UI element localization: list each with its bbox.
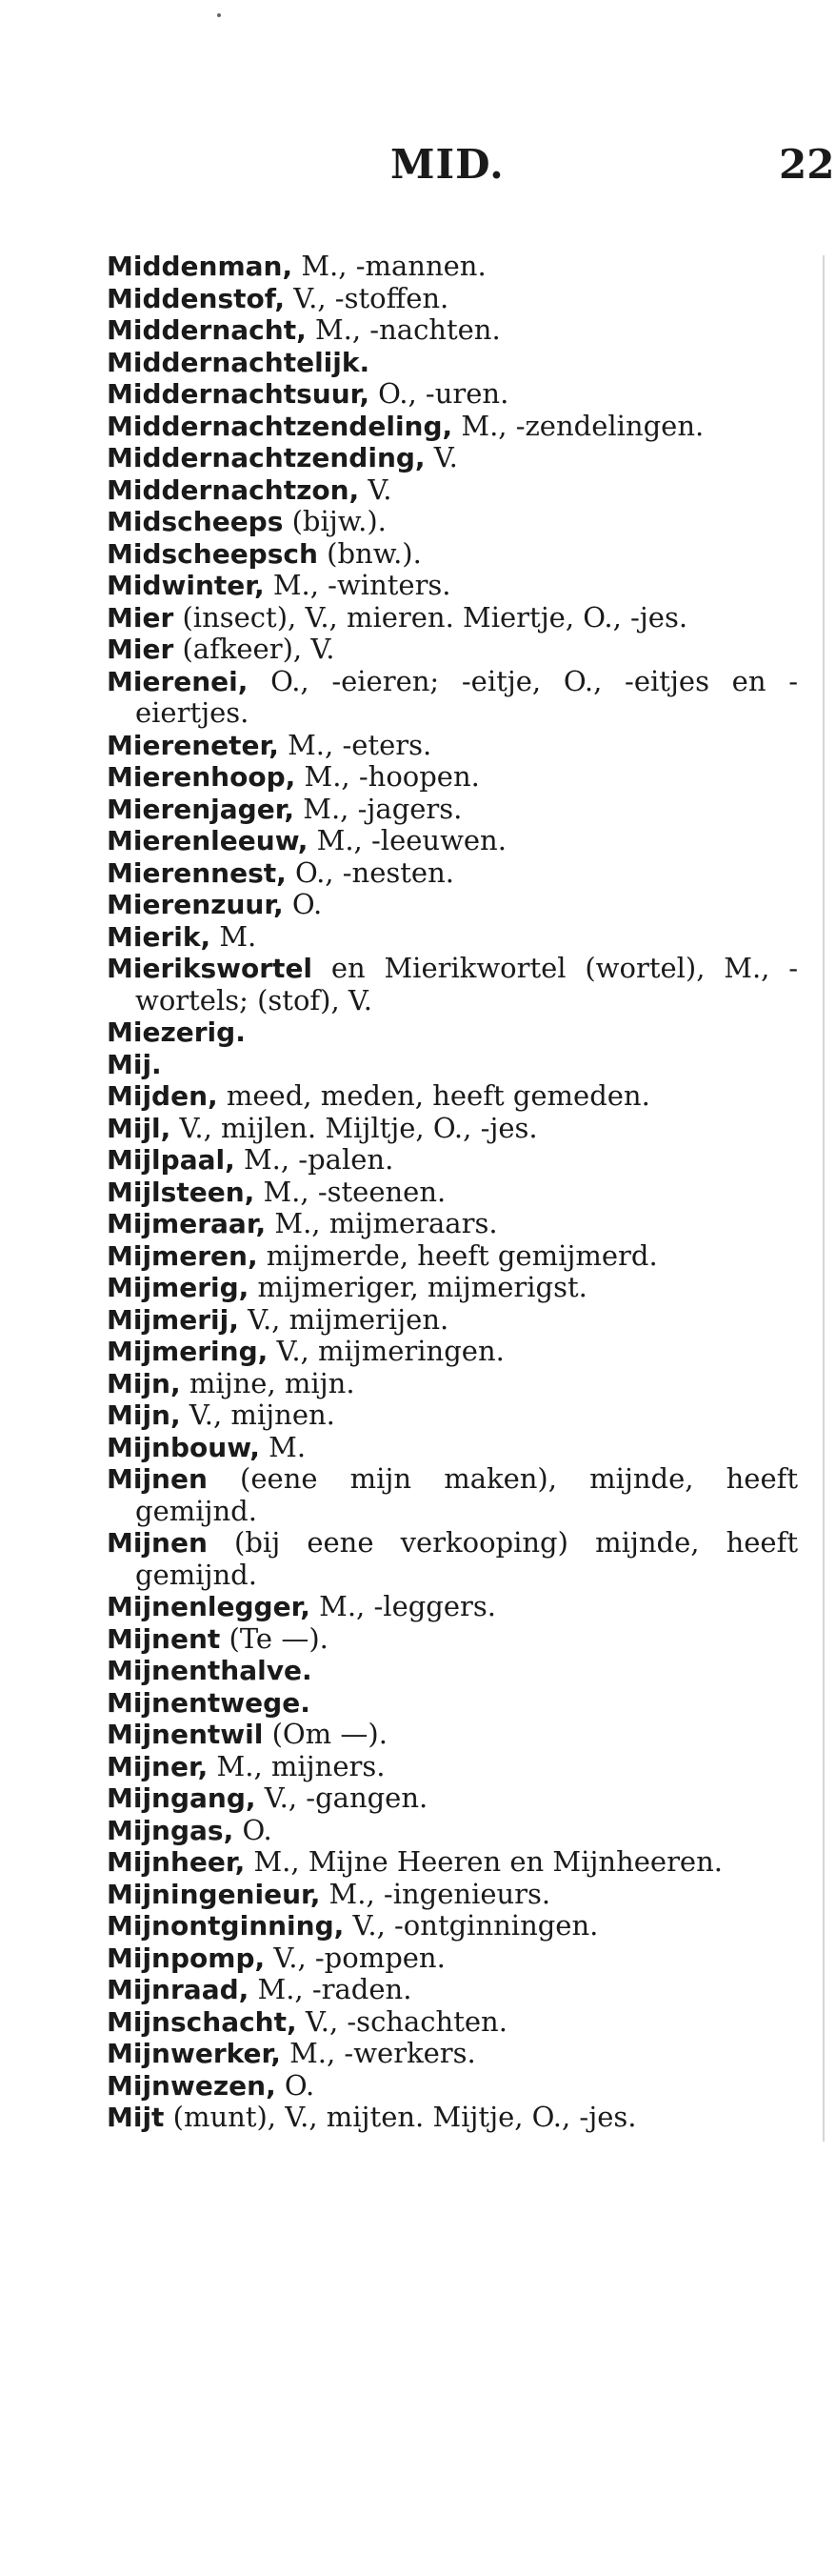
entry-definition: M., -raden. bbox=[249, 1973, 412, 2005]
entry-headword: Mijningenieur, bbox=[107, 1878, 321, 1910]
dictionary-entry bbox=[107, 570, 798, 602]
entry-headword: Mijnwerker, bbox=[107, 2038, 281, 2069]
entry-headword: Mierikswortel bbox=[107, 953, 313, 984]
entry-definition: V., mijlen. Mijltje, O., -jes. bbox=[170, 1111, 538, 1144]
entry-headword: Middernachtzending, bbox=[107, 442, 426, 473]
entry-definition: M., -nachten. bbox=[306, 313, 501, 346]
entry-headword: Midscheepsch bbox=[107, 537, 318, 570]
dictionary-entry bbox=[107, 1974, 798, 2006]
dictionary-entry bbox=[107, 1304, 798, 1337]
entry-headword: Mijmerij, bbox=[107, 1303, 239, 1336]
entry-definition: O. bbox=[275, 2068, 315, 2102]
entry-headword: Mijmeraar, bbox=[107, 1208, 267, 1239]
entry-headword: Mijnenthalve. bbox=[107, 1655, 312, 1686]
entry-headword: Mijden, bbox=[107, 1080, 218, 1112]
entry-headword: Mijnenlegger, bbox=[107, 1591, 310, 1622]
entry-definition: O., -nesten. bbox=[286, 855, 454, 889]
dictionary-entry bbox=[107, 1208, 798, 1240]
dictionary-entry bbox=[107, 1144, 798, 1177]
dictionary-entry bbox=[107, 1016, 798, 1049]
entry-headword: Mierenzuur, bbox=[107, 889, 284, 920]
entry-definition: V., mijmeringen. bbox=[268, 1335, 505, 1367]
entry-definition: M., -winters. bbox=[264, 569, 451, 601]
dictionary-entry bbox=[107, 825, 798, 857]
entry-definition: mijmeriger, mijmerigst. bbox=[249, 1271, 587, 1303]
entry-headword: Middernacht, bbox=[107, 314, 307, 346]
entry-headword: Midscheeps bbox=[107, 506, 284, 537]
entry-headword: Mijn, bbox=[107, 1367, 181, 1399]
entry-headword: Middernachtzon, bbox=[107, 473, 360, 506]
dictionary-entry bbox=[107, 1368, 798, 1400]
entry-headword: Mijnen bbox=[107, 1527, 208, 1559]
entry-headword: Mier bbox=[107, 601, 174, 634]
entry-definition: M., -hoopen. bbox=[295, 760, 480, 793]
dictionary-entry bbox=[107, 251, 798, 283]
dictionary-entry bbox=[107, 1049, 798, 1081]
entry-definition: M., Mijne Heeren en Mijnheeren. bbox=[245, 1845, 723, 1878]
entry-headword: Mijnpomp, bbox=[107, 1942, 266, 1974]
entry-headword: Mijn, bbox=[107, 1399, 181, 1431]
dictionary-entry bbox=[107, 1879, 798, 1911]
entry-headword: Mierenhoop, bbox=[107, 761, 296, 793]
entry-definition: M., -mannen. bbox=[292, 250, 487, 282]
dictionary-entry bbox=[107, 889, 798, 921]
entry-definition: mijmerde, heeft gemijmerd. bbox=[257, 1238, 658, 1272]
entry-headword: Mijnentwil bbox=[107, 1719, 264, 1750]
entry-definition: (bij eene verkooping) mijnde, heeft gemijnd. bbox=[135, 1526, 798, 1591]
entry-headword: Mijngas, bbox=[107, 1814, 234, 1846]
running-head: MID. bbox=[390, 141, 505, 188]
dictionary-entry bbox=[107, 602, 798, 634]
dictionary-entry bbox=[107, 1113, 798, 1145]
entry-definition: V., -stoffen. bbox=[285, 281, 449, 314]
dictionary-entry bbox=[107, 794, 798, 826]
entry-definition: M., -steenen. bbox=[254, 1175, 447, 1208]
dictionary-entry bbox=[107, 1782, 798, 1815]
dictionary-entry bbox=[107, 1687, 798, 1720]
entry-definition: M., -werkers. bbox=[280, 2037, 476, 2069]
entry-headword: Middernachtelijk. bbox=[107, 346, 370, 378]
entry-headword: Mierenei, bbox=[107, 665, 249, 697]
entry-definition: (Om —). bbox=[263, 1718, 388, 1750]
entry-headword: Mijnwezen, bbox=[107, 2069, 276, 2102]
entry-headword: Midwinter, bbox=[107, 570, 265, 601]
entry-definition: M., -jagers. bbox=[294, 792, 463, 825]
entry-headword: Mier bbox=[107, 634, 174, 665]
entry-headword: Mijngang, bbox=[107, 1782, 256, 1814]
entry-definition: V., mijnen. bbox=[180, 1399, 335, 1431]
entry-definition: O., -uren. bbox=[368, 377, 509, 410]
entry-headword: Middenstof, bbox=[107, 282, 286, 314]
entry-headword: Mijlsteen, bbox=[107, 1176, 255, 1208]
dictionary-entry bbox=[107, 1910, 798, 1942]
entry-definition: M., -leeuwen. bbox=[308, 824, 507, 856]
dictionary-entry bbox=[107, 474, 798, 507]
entry-definition: M., -leggers. bbox=[309, 1590, 496, 1622]
dictionary-entry bbox=[107, 1591, 798, 1623]
dictionary-entry bbox=[107, 2006, 798, 2039]
dictionary-entry bbox=[107, 730, 798, 762]
entry-headword: Miereneter, bbox=[107, 729, 279, 761]
dictionary-entry bbox=[107, 1336, 798, 1368]
dictionary-entry bbox=[107, 283, 798, 315]
entry-definition: V., -ontginningen. bbox=[344, 1909, 599, 1942]
dictionary-entry bbox=[107, 761, 798, 794]
entry-headword: Mijnen bbox=[107, 1463, 208, 1495]
entry-definition: (eene mijn maken), mijnde, heeft gemijnd. bbox=[135, 1462, 798, 1527]
entry-definition: (Te —). bbox=[220, 1621, 328, 1655]
page-number: 22 bbox=[779, 141, 835, 188]
entry-headword: Miezerig. bbox=[107, 1016, 246, 1048]
entry-headword: Mijmerig, bbox=[107, 1272, 249, 1303]
entry-headword: Mijmeren, bbox=[107, 1239, 258, 1272]
entry-definition: M. bbox=[210, 919, 257, 953]
dictionary-entry bbox=[107, 2070, 798, 2103]
entry-definition: V. bbox=[359, 473, 392, 506]
entry-definition: V., -schachten. bbox=[296, 2004, 508, 2038]
dictionary-entry bbox=[107, 1527, 798, 1591]
entry-definition: O. bbox=[283, 888, 323, 920]
dictionary-entry bbox=[107, 1240, 798, 1273]
entry-headword: Mierenleeuw, bbox=[107, 825, 309, 856]
entry-definition: (afkeer), V. bbox=[173, 633, 335, 665]
entry-definition: M., -eters. bbox=[278, 728, 432, 761]
dictionary-entry bbox=[107, 1751, 798, 1783]
dictionary-entry bbox=[107, 378, 798, 411]
dictionary-entry bbox=[107, 1846, 798, 1879]
entry-definition: V., -pompen. bbox=[265, 1941, 446, 1974]
entry-headword: Mijmering, bbox=[107, 1336, 269, 1367]
entry-definition: M., -zendelingen. bbox=[452, 409, 705, 442]
dictionary-entry bbox=[107, 442, 798, 474]
entry-headword: Mijl, bbox=[107, 1112, 171, 1144]
dictionary-entry bbox=[107, 506, 798, 538]
margin-rule bbox=[823, 255, 825, 2142]
entry-headword: Mijlpaal, bbox=[107, 1144, 235, 1176]
page-mark-dot bbox=[217, 13, 221, 17]
dictionary-entry bbox=[107, 1655, 798, 1687]
entry-definition: M., mijmeraars. bbox=[266, 1207, 498, 1239]
entry-headword: Mierenjager, bbox=[107, 793, 295, 825]
entry-headword: Mijnheer, bbox=[107, 1846, 246, 1878]
entry-definition: M. bbox=[259, 1430, 307, 1463]
entry-headword: Middernachtsuur, bbox=[107, 378, 369, 410]
dictionary-entry bbox=[107, 1272, 798, 1304]
entry-definition: (bijw.). bbox=[283, 505, 387, 537]
entry-definition: V., mijmerijen. bbox=[238, 1302, 449, 1336]
dictionary-entry bbox=[107, 1080, 798, 1113]
dictionary-entry bbox=[107, 666, 798, 730]
entry-headword: Middernachtzendeling, bbox=[107, 410, 453, 442]
dictionary-entry bbox=[107, 1399, 798, 1432]
entry-definition: meed, meden, heeft gemeden. bbox=[217, 1079, 650, 1112]
dictionary-entries bbox=[107, 251, 798, 2134]
entry-definition: M., mijners. bbox=[208, 1749, 386, 1782]
entry-definition: (bnw.). bbox=[317, 536, 422, 570]
entry-headword: Mierennest, bbox=[107, 856, 287, 889]
entry-definition: V., -gangen. bbox=[255, 1781, 428, 1814]
entry-definition: O., -eieren; -eitje, O., -eitjes en -eiertjes. bbox=[135, 664, 798, 729]
dictionary-entry bbox=[107, 634, 798, 666]
entry-definition: V. bbox=[425, 441, 458, 473]
entry-definition: mijne, mijn. bbox=[180, 1366, 355, 1399]
entry-definition: M., -ingenieurs. bbox=[320, 1877, 551, 1910]
entry-headword: Mijnschacht, bbox=[107, 2005, 297, 2038]
dictionary-entry bbox=[107, 1463, 798, 1527]
dictionary-entry bbox=[107, 1719, 798, 1751]
entry-definition: O. bbox=[233, 1813, 272, 1846]
entry-definition: (munt), V., mijten. Mijtje, O., -jes. bbox=[164, 2101, 637, 2133]
entry-headword: Mierik, bbox=[107, 920, 211, 953]
entry-definition: en Mierikwortel (wortel), M., -wortels; (stof), V. bbox=[135, 952, 798, 1016]
dictionary-entry bbox=[107, 1942, 798, 1975]
dictionary-entry bbox=[107, 921, 798, 954]
dictionary-entry bbox=[107, 538, 798, 571]
entry-headword: Mijnontginning, bbox=[107, 1910, 345, 1942]
dictionary-entry bbox=[107, 953, 798, 1016]
entry-headword: Mijner, bbox=[107, 1750, 209, 1782]
entry-headword: Middenman, bbox=[107, 251, 293, 282]
entry-headword: Mijnbouw, bbox=[107, 1431, 260, 1463]
entry-headword: Mijnraad, bbox=[107, 1974, 249, 2005]
entry-headword: Mijnent bbox=[107, 1622, 221, 1655]
dictionary-entry bbox=[107, 2038, 798, 2070]
dictionary-entry bbox=[107, 411, 798, 443]
entry-headword: Mijnentwege. bbox=[107, 1686, 310, 1719]
entry-definition: (insect), V., mieren. Miertje, O., -jes. bbox=[173, 600, 688, 634]
entry-definition: M., -palen. bbox=[234, 1143, 394, 1176]
dictionary-entry bbox=[107, 857, 798, 890]
dictionary-entry bbox=[107, 1815, 798, 1847]
dictionary-entry bbox=[107, 1432, 798, 1464]
entry-headword: Mij. bbox=[107, 1048, 162, 1080]
entry-headword: Mijt bbox=[107, 2102, 165, 2133]
dictionary-entry bbox=[107, 314, 798, 347]
dictionary-entry bbox=[107, 1623, 798, 1656]
dictionary-entry bbox=[107, 1177, 798, 1209]
dictionary-entry bbox=[107, 347, 798, 379]
dictionary-entry bbox=[107, 2102, 798, 2134]
